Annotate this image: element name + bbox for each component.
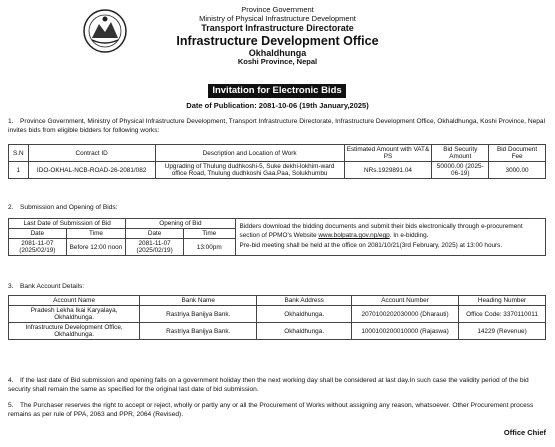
note-text-b: . In e-bidding. [389, 232, 429, 240]
col-account-name: Account Name [9, 296, 140, 306]
header-line-2: Ministry of Physical Infrastructure Development [199, 13, 356, 23]
col-estimated-amount: Estimated Amount with VAT& PS [344, 145, 432, 162]
cell-bank-address: Okhaldhunga. [257, 306, 352, 323]
col-heading-number: Heading Number [459, 296, 546, 306]
cell-submission-time: Before 12:00 noon [66, 239, 126, 256]
col-opening: Opening of Bid [126, 219, 235, 229]
table-row [9, 306, 546, 323]
col-last-date: Last Date of Submission of Bid [9, 219, 126, 229]
cell-opening-time: 13:00pm [183, 239, 235, 256]
cell-account-number: 2070100202030000 (Dharauti) [352, 306, 459, 323]
header-line-5: Okhaldhunga [248, 47, 307, 58]
office-title: Infrastructure Development Office [176, 33, 379, 48]
col-bank-name: Bank Name [140, 296, 257, 306]
cell-estimated-amount: NRs.1929891.04 [344, 162, 432, 179]
rights-clause-text: The Purchaser reserves the right to accept or reject, wholly or partly any or all the Procurement of Works without assigning any reason, whatsoever. Other Procurement process remains as per rule of PPA, 2063 and PPR, 2064 (Revised). [8, 402, 534, 418]
rights-clause [8, 402, 548, 420]
col-sn: S.N [9, 145, 29, 162]
col-document-fee: Bid Document Fee [489, 145, 546, 162]
table-row [9, 162, 546, 179]
item-number-3: 3. [8, 283, 14, 290]
cell-contract-id: IDO-OKHAL-NCB-ROAD-26-2081/082 [28, 162, 155, 179]
note-text-a: Bidders download the bidding documents and submit their bids electronically through e-procurement section of PPMO's Website [239, 223, 523, 240]
intro-text: Province Government, Ministry of Physical Infrastructure Development, Transport Infrastructure Directorate, Infrastructure Development Office, Okhaldhunga, Koshi Province, Nepal invites bids from eligible bidders for following works: [8, 118, 546, 134]
bank-account-table [8, 295, 546, 340]
holiday-clause [8, 377, 548, 395]
col-contract-id: Contract ID [28, 145, 155, 162]
cell-bid-security: 50000.00 (2025-06-19) [432, 162, 489, 179]
col-description: Description and Location of Work [155, 145, 344, 162]
holiday-clause-text: If the last date of Bid submission and opening falls on a government holiday then the next working day shall be considered at last day.In such case the validity period of the bid security shall remain the same as specified for the original last date of bid submission. [8, 377, 529, 393]
submission-table [8, 218, 546, 256]
col-time-2: Time [183, 229, 235, 239]
cell-account-name: Infrastructure Development Office, Okhaldhunga. [9, 323, 140, 340]
cell-opening-date: 2081-11-07 (2025/02/19) [126, 239, 184, 256]
cell-bank-name: Rastriya Banijya Bank. [140, 323, 257, 340]
publication-date: Date of Publication: 2081-10-06 (19th January,2025) [186, 101, 369, 110]
letterhead [0, 6, 555, 67]
intro-paragraph [8, 118, 548, 136]
cell-description: Upgrading of Thulung dudhkoshi-5, Suke dekhi-lokhim-ward office Road, Thulung dudhkoshi Gaa.Paa, Solukhumbu [155, 162, 344, 179]
item-number-4: 4. [8, 377, 14, 384]
bolpatra-link[interactable]: www.bolpatra.gov.np/egp [318, 232, 390, 240]
item-number-2: 2. [8, 204, 14, 211]
header-line-6: Koshi Province, Nepal [237, 57, 318, 67]
item-number-1: 1. [8, 118, 14, 125]
cell-sn: 1 [9, 162, 29, 179]
header-line-1: Province Government [241, 5, 314, 14]
col-bid-security: Bid Security Amount [432, 145, 489, 162]
header-line-3: Transport Infrastructure Directorate [201, 23, 354, 34]
cell-document-fee: 3000.00 [489, 162, 546, 179]
notice-banner: Invitation for Electronic Bids [208, 84, 346, 98]
item-number-5: 5. [8, 402, 14, 409]
prebid-meeting-text: Pre-bid meeting shall be held at the office on 2081/10/21(3rd February, 2025) at 13:00 hours. [239, 241, 503, 249]
cell-heading-number: 14229 (Revenue) [459, 323, 546, 340]
cell-account-number: 1000100200010000 (Rajaswa) [352, 323, 459, 340]
col-time-1: Time [66, 229, 126, 239]
cell-submission-date: 2081-11-07 (2025/02/19) [9, 239, 67, 256]
cell-heading-number: Office Code: 3370110011 [459, 306, 546, 323]
section-3-text: Bank Account Details: [20, 283, 85, 290]
col-date-2: Date [126, 229, 184, 239]
col-date-1: Date [9, 229, 67, 239]
col-account-number: Account Number [352, 296, 459, 306]
cell-bank-name: Rastriya Banijya Bank. [140, 306, 257, 323]
section-2-heading [8, 204, 548, 213]
section-2-text: Submission and Opening of Bids: [20, 204, 118, 211]
works-table [8, 144, 546, 179]
section-3-heading [8, 283, 548, 292]
col-bank-address: Bank Address [257, 296, 352, 306]
signature-title: Office Chief [503, 428, 546, 437]
cell-account-name: Pradesh Lekha Ikai Karyalaya, Okhaldhunga. [9, 306, 140, 323]
submission-note [235, 219, 546, 256]
table-row [9, 323, 546, 340]
cell-bank-address: Okhaldhunga. [257, 323, 352, 340]
